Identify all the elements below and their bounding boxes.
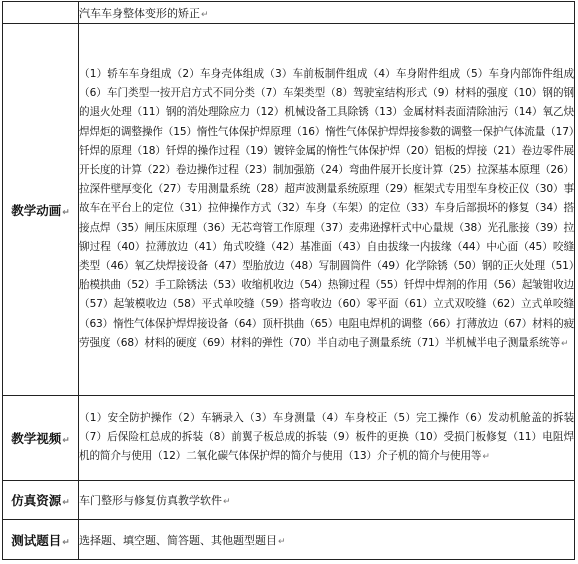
table-cell	[79, 481, 575, 520]
list-item: （17）钎焊的原理	[79, 125, 574, 157]
list-item: （28）超声波测量系统原理	[250, 183, 380, 196]
list-item: （29）框架式专用型车身校正仪	[379, 183, 530, 196]
row-header-label: 仿真资源	[11, 493, 62, 508]
list-item: （67）材料的疲劳强度	[79, 317, 575, 349]
list-item: （12）机械设备工具除锈	[250, 106, 369, 119]
list-item: （51）胎模拱曲	[79, 260, 574, 292]
row-header	[3, 396, 79, 481]
list-item: （20）铝板的焊接	[400, 144, 488, 157]
list-item: （48）写制圆筒件	[284, 260, 372, 272]
list-item: （39）拉铆过程	[79, 221, 574, 253]
row-header	[3, 24, 79, 396]
video-list	[79, 396, 575, 481]
list-item: （2）车辆录入	[172, 411, 245, 424]
list-item: （8）前翼子板总成的拆装	[203, 430, 328, 443]
list-item: （64）顶杆拱曲	[228, 317, 305, 330]
list-item: （69）材料的弹性	[196, 336, 283, 349]
resource-table	[2, 1, 575, 560]
list-item: （32）车身（车架）的定位	[271, 202, 401, 215]
list-item: （19）镀锌金属的惰性气体保护焊	[239, 144, 401, 157]
list-item: （55）钎焊中焊剂的作用	[369, 279, 488, 292]
list-item: （62）立式单咬缝	[486, 298, 574, 311]
list-item: （9）材料的强度	[427, 87, 508, 100]
list-item: （37）麦弗逊撑杆式中心量规	[314, 221, 454, 234]
section-title: 汽车车身整体变形的矫正	[79, 6, 200, 20]
list-item: （60）零平面	[331, 298, 399, 311]
list-item: （66）打薄放边	[422, 317, 499, 330]
list-item: （7）后保险杠总成的拆装	[79, 430, 204, 443]
list-item: （16）惰性气体保护焊焊接参数的调整一保护气体流量	[291, 125, 546, 138]
list-item: （1）安全防护操作	[79, 411, 173, 424]
paragraph-mark: ↵	[223, 497, 231, 507]
list-item: （9）板件的更换	[327, 430, 409, 443]
table-row	[3, 481, 575, 520]
list-item: （43）自由拔缘一内拔缘	[331, 240, 452, 253]
list-item: （44）中心面	[451, 240, 519, 253]
list-item: （31）拉伸操作方式	[173, 202, 272, 215]
paragraph-mark: ↵	[62, 537, 70, 548]
list-item: （33）车身后部损坏的修复	[400, 202, 530, 215]
paragraph-mark: ↵	[560, 338, 569, 349]
list-item: （52）手工除锈法	[120, 279, 208, 292]
list-item: （18）钎焊的操作过程	[131, 144, 240, 157]
list-item: （23）制加强筋	[238, 163, 315, 176]
list-item: （22）卷边操作过程	[141, 163, 239, 176]
paragraph-mark: ↵	[62, 436, 70, 446]
animation-list	[79, 24, 575, 396]
list-item: （4）车身附件组成	[367, 67, 461, 80]
paragraph-mark: ↵	[62, 498, 70, 508]
list-item: （58）平式单咬缝	[166, 298, 255, 311]
list-item: （38）光孔胀接	[453, 221, 530, 234]
table-row	[3, 24, 575, 396]
list-item: （53）收缩机收边	[207, 279, 294, 292]
list-item: （63）惰性气体保护焊焊接设备	[79, 317, 229, 330]
list-item: （65）电阻电焊机的调整	[304, 317, 423, 330]
list-item: （11）电阻焊机的简介与使用	[79, 430, 574, 463]
list-item: （57）起皱模收边	[79, 298, 167, 311]
list-item: （5）车身内部饰件组成	[460, 67, 575, 80]
test-questions-text: 选择题、填空题、简答题、其他题型题目	[79, 533, 277, 547]
table-row	[3, 396, 575, 481]
list-item: （13）金属材料表面清除油污	[368, 106, 509, 119]
list-item: （15）惰性气体保护焊原理	[162, 125, 292, 138]
list-item: （61）立式双咬缝	[398, 298, 487, 311]
list-item: （56）起皱钳收边	[487, 279, 574, 292]
list-item: （30）事故车在平台上的定位	[79, 183, 575, 215]
list-item: （21）卷边零件展开长度的计算	[79, 144, 574, 176]
list-item: （10）受损门板修复	[408, 430, 508, 443]
list-item: （68）材料的硬度	[110, 336, 197, 349]
list-item: （25）拉深基本原理	[442, 163, 540, 176]
list-item: （45）咬缝类型	[79, 240, 575, 272]
list-item: （26）拉深件壁厚变化	[79, 163, 574, 196]
list-item: （50）钢的正火处理	[447, 260, 546, 272]
list-item: （5）完工操作	[387, 411, 460, 424]
row-header-label: 测试题目	[11, 532, 62, 548]
list-item: （49）化学除锈	[371, 260, 448, 272]
list-item: （6）车门类型一按开启方式不同分类	[79, 87, 255, 100]
table-row	[3, 2, 575, 24]
list-item: （3）车身测量	[244, 411, 316, 424]
list-item: （46）氧乙炔焊接设备	[100, 260, 208, 272]
row-header-label: 教学动画	[11, 202, 62, 218]
list-item: （13）介子机的简介与使用等	[342, 450, 482, 463]
list-item: （34）搭接点焊	[79, 202, 575, 234]
list-item: （3）车前板制件组成	[264, 67, 368, 80]
list-item: （35）闸压床原理	[110, 221, 197, 234]
paragraph-mark: ↵	[201, 9, 209, 20]
list-item: （1）轿车车身组成	[79, 67, 172, 80]
table-cell	[79, 2, 575, 24]
list-item: （71）半机械半电子测量系统等	[411, 336, 560, 349]
list-item: （8）驾驶室结构形式	[325, 87, 428, 100]
row-header-label: 教学视频	[11, 431, 62, 446]
list-item: （41）角式咬缝	[188, 240, 266, 253]
list-item: （4）车身校正	[315, 411, 388, 424]
list-item: （54）热铆过程	[293, 279, 370, 292]
list-item: （11）钢的消处理除应力	[131, 106, 251, 119]
paragraph-mark: ↵	[482, 452, 490, 463]
list-item: （47）型胎放边	[207, 260, 285, 272]
list-item: （14）氧乙炔焊焊炬的调整操作	[79, 106, 574, 138]
row-header	[3, 481, 79, 520]
list-item: （40）拉薄放边	[110, 240, 189, 253]
list-item: （7）车架类型	[254, 87, 326, 100]
simulation-resource-text: 车门整形与修复仿真教学软件	[79, 494, 222, 507]
row-header	[3, 520, 79, 560]
list-item: （12）二氧化碳气体保护焊的简介与使用	[152, 450, 343, 463]
list-item: （59）搭弯收边	[254, 298, 332, 311]
paragraph-mark: ↵	[278, 536, 286, 547]
list-item: （70）半自动电子测量系统	[282, 336, 411, 349]
list-item: （2）车身壳体组成	[171, 67, 265, 80]
list-item: （10）钢的钢的退火处理	[79, 87, 574, 119]
list-item: （42）基准面	[265, 240, 332, 253]
list-item: （27）专用测量系统	[152, 183, 251, 196]
list-item: （36）无芯弯管工作原理	[196, 221, 315, 234]
list-item: （24）弯曲件展开长度计算	[314, 163, 443, 176]
table-row	[3, 520, 575, 560]
paragraph-mark: ↵	[62, 207, 70, 218]
list-item: （6）发动机舱盖的拆装	[459, 411, 574, 424]
row-header-empty	[3, 2, 79, 24]
table-cell	[79, 520, 575, 560]
